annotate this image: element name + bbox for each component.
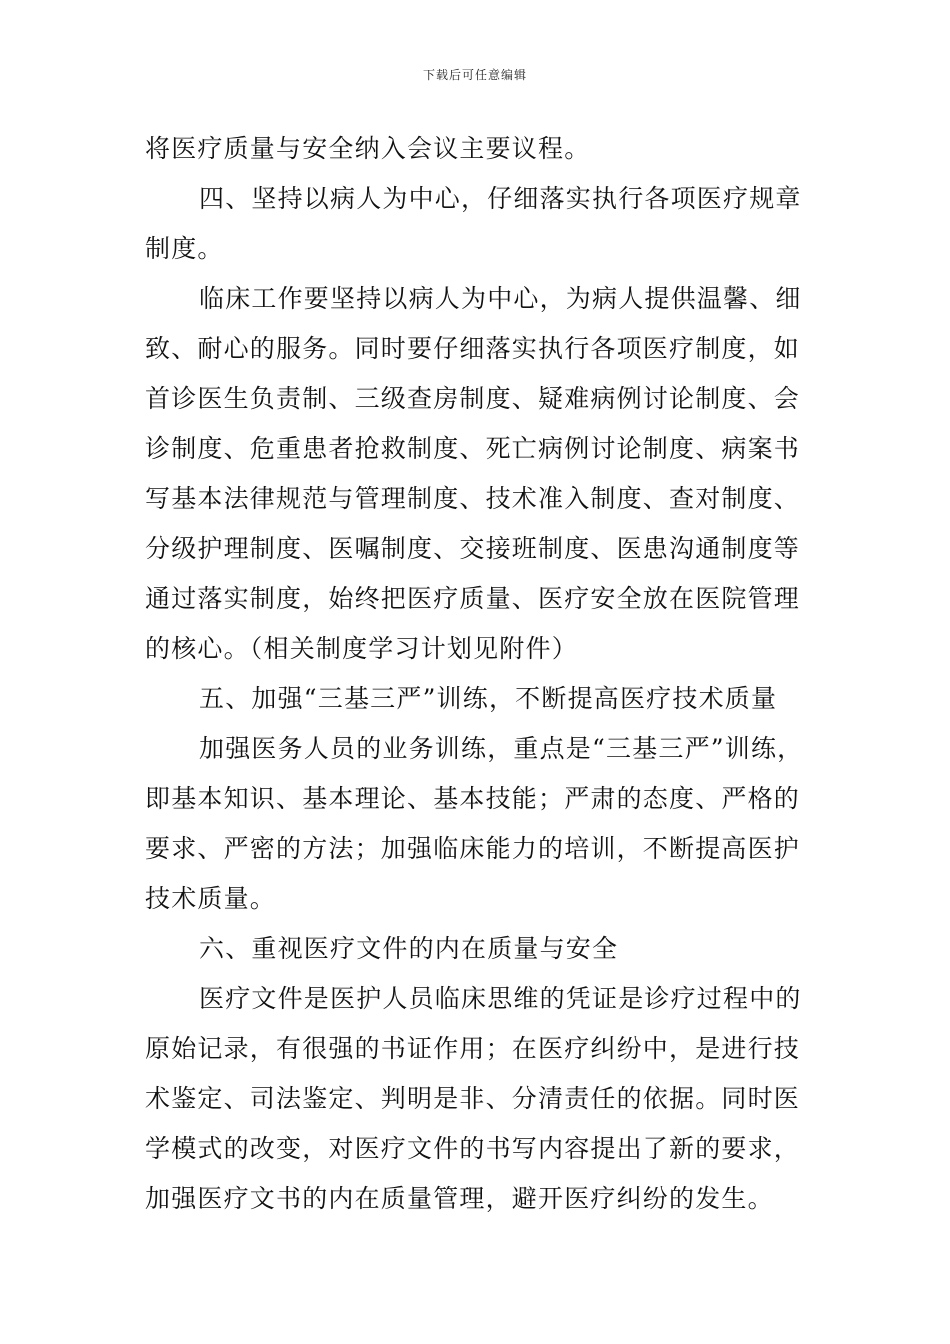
text-line: 的核心。（相关制度学习计划见附件） — [145, 634, 578, 663]
text-line: 学模式的改变，对医疗文件的书写内容提出了新的要求， — [145, 1134, 801, 1163]
text-line: 将医疗质量与安全纳入会议主要议程。 — [145, 134, 591, 163]
text-line: 原始记录，有很强的书证作用；在医疗纠纷中，是进行技 — [145, 1034, 801, 1063]
paragraph-start: 临床工作要坚持以病人为中心，为病人提供温馨、细 — [199, 284, 802, 313]
text-line: 要求、严密的方法；加强临床能力的培训，不断提高医护 — [145, 834, 801, 863]
paragraph-start: 加强医务人员的业务训练，重点是“三基三严”训练， — [199, 734, 804, 763]
text-line: 分级护理制度、医嘱制度、交接班制度、医患沟通制度等 — [145, 534, 801, 563]
section-heading: 五、加强“三基三严”训练，不断提高医疗技术质量 — [199, 684, 778, 713]
section-heading: 四、坚持以病人为中心，仔细落实执行各项医疗规章 — [199, 184, 802, 213]
text-line: 首诊医生负责制、三级查房制度、疑难病例讨论制度、会 — [145, 384, 801, 413]
text-line: 即基本知识、基本理论、基本技能；严肃的态度、严格的 — [145, 784, 801, 813]
paragraph-start: 医疗文件是医护人员临床思维的凭证是诊疗过程中的 — [199, 984, 802, 1013]
section-heading: 六、重视医疗文件的内在质量与安全 — [199, 934, 619, 963]
text-line: 致、耐心的服务。同时要仔细落实执行各项医疗制度，如 — [145, 334, 801, 363]
text-line: 术鉴定、司法鉴定、判明是非、分清责任的依据。同时医 — [145, 1084, 801, 1113]
text-line: 通过落实制度，始终把医疗质量、医疗安全放在医院管理 — [145, 584, 801, 613]
text-line: 写基本法律规范与管理制度、技术准入制度、查对制度、 — [145, 484, 801, 513]
document-body — [145, 124, 811, 1224]
page-header: 下载后可任意编辑 — [422, 68, 527, 82]
text-line: 加强医疗文书的内在质量管理，避开医疗纠纷的发生。 — [145, 1184, 774, 1213]
text-line: 诊制度、危重患者抢救制度、死亡病例讨论制度、病案书 — [145, 434, 801, 463]
text-line: 技术质量。 — [145, 884, 277, 913]
text-line: 制度。 — [145, 234, 224, 263]
